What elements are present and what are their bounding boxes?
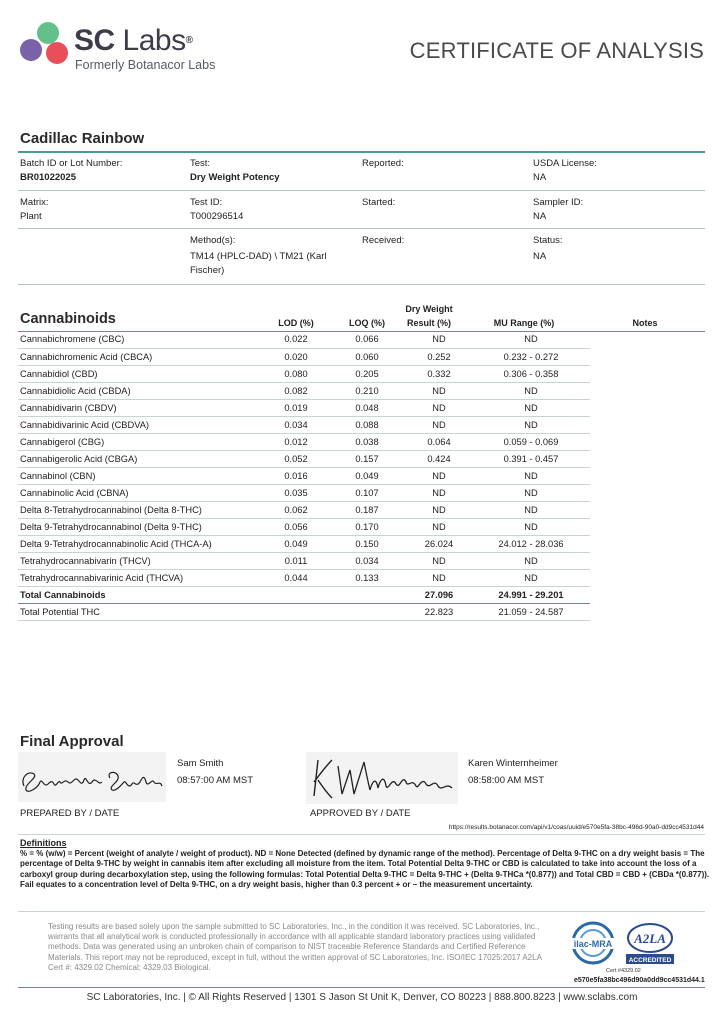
- notes-value: [590, 365, 705, 382]
- method-field: Method(s): TM14 (HPLC-DAD) \ TM21 (Karl Fischer): [190, 235, 327, 276]
- lod-value: 0.016: [264, 467, 328, 484]
- cert-number-small: Cert #4329.02: [606, 968, 641, 974]
- table-row: [18, 348, 705, 365]
- notes-value: [590, 518, 705, 535]
- loq-value: 0.049: [328, 467, 406, 484]
- lod-value: 0.020: [264, 348, 328, 365]
- result-value: ND: [406, 467, 472, 484]
- loq-value: 0.210: [328, 382, 406, 399]
- approver-signature: [306, 752, 458, 804]
- test-field: Test: Dry Weight Potency: [190, 158, 280, 183]
- definitions-divider: [18, 911, 705, 912]
- sc-labs-logo: [18, 20, 238, 76]
- mu-range-value: ND: [472, 399, 590, 416]
- mu-range-value: 24.012 - 28.036: [472, 535, 590, 552]
- analyte-name: Cannabichromenic Acid (CBCA): [18, 348, 264, 365]
- definitions-heading: Definitions: [20, 838, 67, 848]
- col-header-result: Dry Weight Result (%): [405, 304, 453, 328]
- loq-value: 0.133: [328, 569, 406, 586]
- mu-range-value: ND: [472, 501, 590, 518]
- document-hash: e570e5fa38bc496d90a0dd9cc4531d44.1: [574, 977, 705, 984]
- col-header-mu: MU Range (%): [493, 318, 555, 328]
- total-label: Total Cannabinoids: [18, 586, 264, 603]
- result-value: ND: [406, 569, 472, 586]
- table-row: [18, 416, 705, 433]
- table-row: [18, 331, 705, 348]
- lod-value: [264, 586, 328, 603]
- lod-value: 0.082: [264, 382, 328, 399]
- meta-divider: [18, 284, 705, 285]
- lod-value: 0.034: [264, 416, 328, 433]
- preparer-signature: [18, 752, 166, 802]
- table-row: [18, 552, 705, 569]
- result-value: ND: [406, 518, 472, 535]
- svg-text:ilac-MRA: ilac-MRA: [573, 939, 613, 949]
- table-row: [18, 450, 705, 467]
- page-header: [0, 0, 724, 90]
- table-row: [18, 433, 705, 450]
- cannabinoids-title: Cannabinoids: [20, 311, 116, 327]
- table-row: [18, 535, 705, 552]
- loq-value: 0.107: [328, 484, 406, 501]
- approved-by-caption: APPROVED BY / DATE: [310, 808, 411, 819]
- total-result-value: 27.096: [406, 586, 472, 603]
- notes-value: [590, 382, 705, 399]
- lod-value: 0.080: [264, 365, 328, 382]
- lod-value: 0.035: [264, 484, 328, 501]
- table-row: [18, 382, 705, 399]
- result-value: 0.424: [406, 450, 472, 467]
- notes-value: [590, 467, 705, 484]
- analyte-name: Delta 9-Tetrahydrocannabinol (Delta 9-THC): [18, 518, 264, 535]
- test-id-field: Test ID: T000296514: [190, 197, 244, 222]
- notes-value: [590, 569, 705, 586]
- svg-text:ACCREDITED: ACCREDITED: [628, 957, 672, 964]
- definitions-text: % = % (w/w) = Percent (weight of analyte / weight of product). ND = None Detected (defined by dynamic range of the method). Percentage of Delta 9-THC on a dry weight basis = The percentage of Delta 9-THC by weight in cannabis item after excluding all moisture from the item. Total Potential Delta 9-THC or CBD is calculated to take into account the loss of a carboxyl group during decarboxylation step, using the following formulas: Total Potential Delta 9-THC = Delta 9-THC + (Delta 9-THCa *(0.877)) and Total CBD = CBD + (CBDa *(0.877)). Fail equates to a concentration level of Delta 9-THC, on a dry weight basis, higher than 0.3 percent + or – the measurement uncertainty.: [20, 848, 710, 889]
- document-title: CERTIFICATE OF ANALYSIS: [409, 38, 704, 63]
- notes-value: [590, 399, 705, 416]
- lod-value: 0.049: [264, 535, 328, 552]
- preparer-info: Sam Smith 08:57:00 AM MST: [177, 758, 254, 786]
- mu-range-value: ND: [472, 484, 590, 501]
- started-field: Started:: [362, 197, 396, 208]
- analyte-name: Cannabidiol (CBD): [18, 365, 264, 382]
- notes-value: [590, 535, 705, 552]
- notes-value: [590, 484, 705, 501]
- result-value: 26.024: [406, 535, 472, 552]
- table-row: [18, 399, 705, 416]
- lod-value: 0.022: [264, 331, 328, 348]
- cannabinoids-table: [18, 331, 705, 621]
- brand-subtitle: Formerly Botanacor Labs: [75, 58, 216, 72]
- approver-signature-image: [306, 752, 458, 804]
- loq-value: 0.060: [328, 348, 406, 365]
- result-value: ND: [406, 416, 472, 433]
- mu-range-value: ND: [472, 518, 590, 535]
- col-header-notes: Notes: [632, 318, 658, 328]
- product-name: Cadillac Rainbow: [20, 130, 145, 147]
- notes-value: [590, 416, 705, 433]
- disclaimer-text: Testing results are based solely upon the sample submitted to SC Laboratories, Inc., in the condition it was received. SC Laboratories, Inc., warrants that all analytical work is conducted professionally in accordance with all applicable standard laboratory practices using validated methods. Data was generated using an unbroken chain of comparison to NIST traceable Reference Standards and Certified Reference Materials. This report may not be reproduced, except in full, without the written approval of SC Laboratories, Inc. ISO/IEC 17025:2017 A2LA Cert #: 4329.02 Chemical; 4329.03 Biological.: [48, 922, 542, 972]
- lod-value: 0.052: [264, 450, 328, 467]
- result-value: 0.252: [406, 348, 472, 365]
- preparer-signature-image: [18, 752, 166, 802]
- loq-value: 0.048: [328, 399, 406, 416]
- ilac-mra-logo: [566, 920, 620, 966]
- reported-field: Reported:: [362, 158, 404, 169]
- batch-field: Batch ID or Lot Number: BR01022025: [20, 158, 123, 183]
- notes-value: [590, 552, 705, 569]
- total-mu-range-value: 24.991 - 29.201: [472, 586, 590, 603]
- table-row: [18, 467, 705, 484]
- analyte-name: Delta 9-Tetrahydrocannabinolic Acid (THCA-A): [18, 535, 264, 552]
- analyte-name: Cannabidivarin (CBDV): [18, 399, 264, 416]
- lod-value: 0.019: [264, 399, 328, 416]
- meta-divider: [18, 190, 705, 191]
- total-thc-result-value: 22.823: [406, 603, 472, 620]
- analyte-name: Tetrahydrocannabivarinic Acid (THCVA): [18, 569, 264, 586]
- loq-value: [328, 586, 406, 603]
- mu-range-value: 0.391 - 0.457: [472, 450, 590, 467]
- analyte-name: Delta 8-Tetrahydrocannabinol (Delta 8-THC): [18, 501, 264, 518]
- col-header-loq: LOQ (%): [349, 318, 385, 328]
- loq-value: 0.150: [328, 535, 406, 552]
- analyte-name: Cannabidiolic Acid (CBDA): [18, 382, 264, 399]
- mu-range-value: ND: [472, 382, 590, 399]
- notes-value: [590, 586, 705, 603]
- sc-labs-logo-icon: [18, 20, 68, 70]
- loq-value: 0.038: [328, 433, 406, 450]
- notes-value: [590, 450, 705, 467]
- result-value: 0.064: [406, 433, 472, 450]
- cannabinoids-table-body: [18, 331, 705, 620]
- loq-value: [328, 603, 406, 620]
- mu-range-value: 0.306 - 0.358: [472, 365, 590, 382]
- approver-info: Karen Winternheimer 08:58:00 AM MST: [468, 758, 558, 786]
- lod-value: 0.011: [264, 552, 328, 569]
- product-divider: [18, 151, 705, 153]
- a2la-logo: [622, 922, 678, 966]
- analyte-name: Cannabinolic Acid (CBNA): [18, 484, 264, 501]
- received-field: Received:: [362, 235, 405, 246]
- lod-value: 0.056: [264, 518, 328, 535]
- lod-value: 0.062: [264, 501, 328, 518]
- lod-value: [264, 603, 328, 620]
- table-row: [18, 484, 705, 501]
- loq-value: 0.205: [328, 365, 406, 382]
- final-approval-title: Final Approval: [20, 733, 124, 750]
- footer-divider: [18, 987, 705, 988]
- analyte-name: Cannabinol (CBN): [18, 467, 264, 484]
- meta-divider: [18, 228, 705, 229]
- coa-url[interactable]: https://results.botanacor.com/api/v1/coas/uuid/e570e5fa-38bc-496d-90a0-dd9cc4531d44: [448, 824, 704, 831]
- result-value: 0.332: [406, 365, 472, 382]
- mu-range-value: ND: [472, 416, 590, 433]
- col-header-lod: LOD (%): [278, 318, 314, 328]
- brand-name: SC Labs®: [74, 24, 193, 57]
- total-cannabinoids-row: [18, 586, 705, 603]
- loq-value: 0.170: [328, 518, 406, 535]
- mu-range-value: ND: [472, 552, 590, 569]
- page-footer: SC Laboratories, Inc. | © All Rights Reserved | 1301 S Jason St Unit K, Denver, CO 80223 | 888.800.8223 | www.sclabs.com: [86, 992, 638, 1003]
- loq-value: 0.187: [328, 501, 406, 518]
- result-value: ND: [406, 484, 472, 501]
- total-thc-label: Total Potential THC: [18, 603, 264, 620]
- table-row: [18, 501, 705, 518]
- url-divider: [18, 834, 705, 835]
- notes-value: [590, 603, 705, 620]
- ilac-globe-icon: [566, 920, 620, 966]
- mu-range-value: 0.232 - 0.272: [472, 348, 590, 365]
- sampler-id-field: Sampler ID: NA: [533, 197, 584, 222]
- analyte-name: Cannabidivarinic Acid (CBDVA): [18, 416, 264, 433]
- result-value: ND: [406, 552, 472, 569]
- table-row: [18, 365, 705, 382]
- a2la-badge-icon: [622, 922, 678, 966]
- matrix-field: Matrix: Plant: [20, 197, 49, 222]
- analyte-name: Cannabichromene (CBC): [18, 331, 264, 348]
- mu-range-value: ND: [472, 467, 590, 484]
- result-value: ND: [406, 501, 472, 518]
- prepared-by-caption: PREPARED BY / DATE: [20, 808, 120, 819]
- status-field: Status: NA: [533, 235, 563, 262]
- loq-value: 0.157: [328, 450, 406, 467]
- definitions-section: [20, 838, 710, 891]
- loq-value: 0.034: [328, 552, 406, 569]
- result-value: ND: [406, 399, 472, 416]
- lod-value: 0.044: [264, 569, 328, 586]
- svg-text:A2LA: A2LA: [634, 931, 666, 946]
- result-value: ND: [406, 382, 472, 399]
- loq-value: 0.066: [328, 331, 406, 348]
- notes-value: [590, 331, 705, 348]
- notes-value: [590, 433, 705, 450]
- notes-value: [590, 348, 705, 365]
- table-row: [18, 518, 705, 535]
- analyte-name: Tetrahydrocannabivarin (THCV): [18, 552, 264, 569]
- table-row: [18, 569, 705, 586]
- mu-range-value: ND: [472, 331, 590, 348]
- mu-range-value: ND: [472, 569, 590, 586]
- usda-license-field: USDA License: NA: [533, 158, 597, 183]
- result-value: ND: [406, 331, 472, 348]
- total-thc-mu-range-value: 21.059 - 24.587: [472, 603, 590, 620]
- loq-value: 0.088: [328, 416, 406, 433]
- analyte-name: Cannabigerolic Acid (CBGA): [18, 450, 264, 467]
- lod-value: 0.012: [264, 433, 328, 450]
- mu-range-value: 0.059 - 0.069: [472, 433, 590, 450]
- notes-value: [590, 501, 705, 518]
- analyte-name: Cannabigerol (CBG): [18, 433, 264, 450]
- total-thc-row: [18, 603, 705, 620]
